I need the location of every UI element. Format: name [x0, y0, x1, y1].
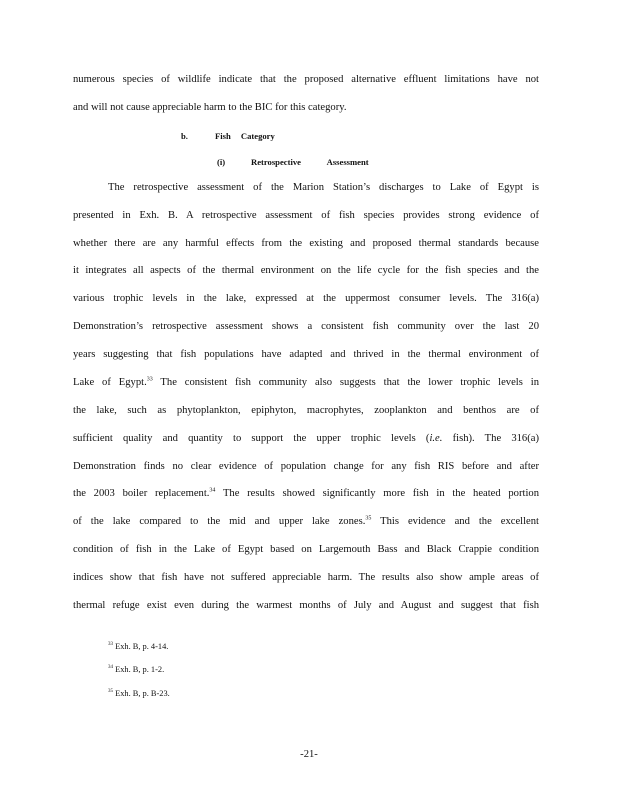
line-segment: The results showed significantly more fish in the heated portion — [222, 488, 539, 499]
footnote — [108, 665, 164, 674]
body-line: numerous species of wildlife indicate that the proposed alternative effluent limitations have not — [73, 74, 539, 85]
body-line: the lake, such as phytoplankton, epiphyton, macrophytes, zooplankton and benthos are of — [73, 405, 539, 416]
footnote-text: Exh. B, p. B-23. — [115, 689, 170, 698]
line-segment: sufficient quality and quantity to support the upper trophic levels ( — [73, 433, 430, 444]
body-line: Demonstration’s retrospective assessment shows a consistent fish community over the last 20 — [73, 321, 539, 332]
body-line: condition of fish in the Lake of Egypt based on Largemouth Bass and Black Crappie condition — [73, 544, 539, 555]
body-line: various trophic levels in the lake, expressed at the uppermost consumer levels. The 316(a) — [73, 293, 539, 304]
body-line: and will not cause appreciable harm to the BIC for this category. — [73, 102, 347, 113]
heading-label: Retrospective Assessment — [251, 157, 369, 167]
section-heading-i — [217, 157, 369, 167]
body-line: years suggesting that fish populations have adapted and thrived in the thermal environment of — [73, 349, 539, 360]
footnote-number: 34 — [108, 665, 113, 671]
line-segment: This evidence and the excellent — [380, 516, 539, 527]
body-line — [73, 376, 539, 390]
line-segment: the 2003 boiler replacement. — [73, 488, 210, 499]
footnote-number: 35 — [108, 689, 113, 695]
footnote-text: Exh. B, p. 4-14. — [115, 642, 169, 651]
footnote-text: Exh. B, p. 1-2. — [115, 665, 165, 674]
body-line: presented in Exh. B. A retrospective assessment of fish species provides strong evidence of — [73, 210, 539, 221]
footnote-ref: 34 — [209, 487, 216, 494]
body-line: Demonstration finds no clear evidence of population change for any fish RIS before and after — [73, 461, 539, 472]
italic-abbrev: i.e. — [429, 433, 443, 444]
footnote-ref: 35 — [365, 515, 372, 522]
body-line — [73, 487, 539, 501]
body-line — [73, 432, 539, 446]
body-line — [73, 515, 539, 529]
heading-marker: (i) — [217, 157, 226, 167]
line-segment: Lake of Egypt. — [73, 377, 147, 388]
line-segment: of the lake compared to the mid and upper lake zones. — [73, 516, 366, 527]
page-number: -21- — [300, 749, 318, 760]
heading-marker: b. — [181, 131, 188, 141]
body-line: indices show that fish have not suffered appreciable harm. The results also show ample areas of — [73, 572, 539, 583]
body-line: The retrospective assessment of the Marion Station’s discharges to Lake of Egypt is — [108, 182, 539, 193]
footnote — [108, 642, 168, 651]
footnote-number: 33 — [108, 642, 113, 648]
section-heading-b — [181, 131, 275, 141]
line-segment: The consistent fish community also suggests that the lower trophic levels in — [160, 377, 539, 388]
footnote-ref: 33 — [146, 376, 153, 383]
body-line: whether there are any harmful effects from the existing and proposed thermal standards because — [73, 238, 539, 249]
line-segment: fish). The 316(a) — [442, 433, 539, 444]
heading-label: Fish Category — [215, 131, 275, 141]
body-line: thermal refuge exist even during the warmest months of July and August and suggest that fish — [73, 600, 539, 611]
footnote — [108, 689, 170, 698]
body-line: it integrates all aspects of the thermal environment on the life cycle for the fish species and the — [73, 265, 539, 276]
